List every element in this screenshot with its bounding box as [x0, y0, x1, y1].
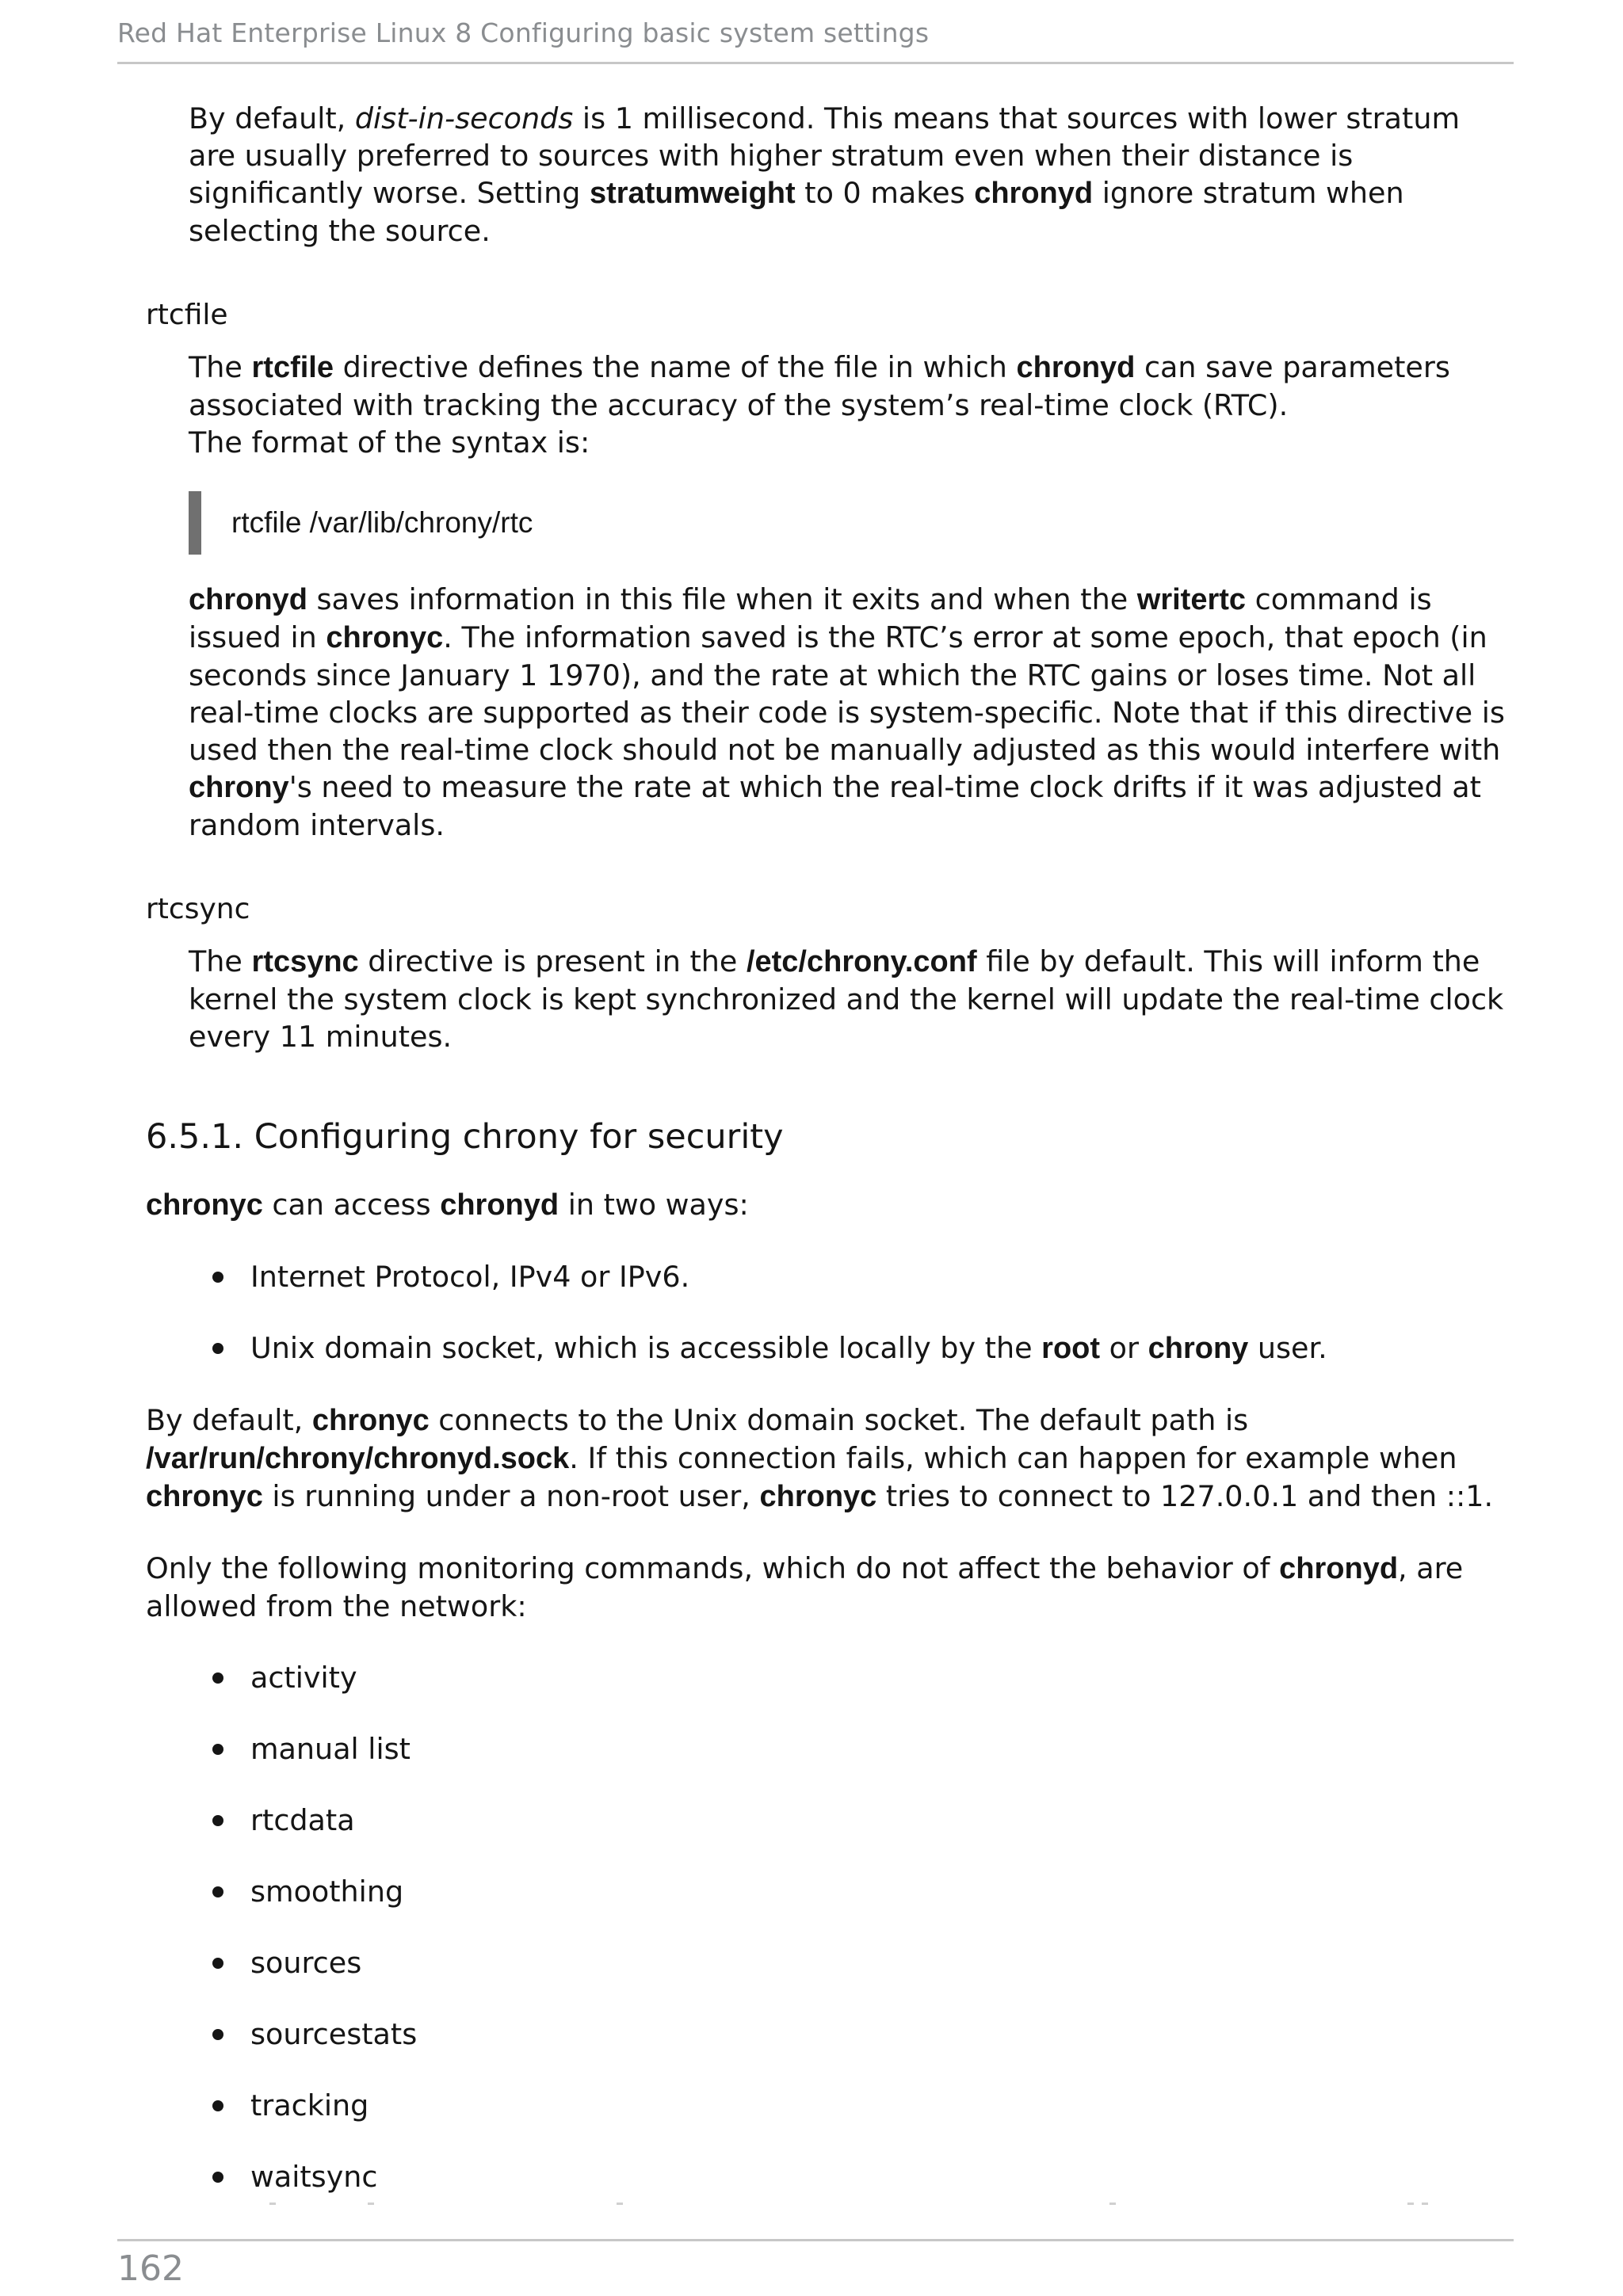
- bold-chronyc: chronyc: [759, 1480, 877, 1513]
- list-item-text: waitsync: [250, 2160, 378, 2194]
- bullet-icon: [212, 1272, 223, 1283]
- text-run: The: [189, 944, 252, 978]
- bold-chronyd: chronyd: [1016, 351, 1136, 384]
- text-run: connects to the Unix domain socket. The default path is: [429, 1403, 1249, 1437]
- bullet-icon: [212, 1958, 223, 1969]
- text-run: is running under a non-root user,: [262, 1479, 760, 1513]
- rtcsync-description: [189, 943, 1514, 1055]
- text-run: . If this connection fails, which can happen for example when: [569, 1441, 1457, 1475]
- bold-chronyd: chronyd: [974, 177, 1094, 210]
- text-run: Unix domain socket, which is accessible locally by the: [250, 1331, 1042, 1365]
- bold-stratumweight: stratumweight: [589, 177, 796, 210]
- bullet-icon: [212, 1672, 223, 1684]
- access-methods-list: [146, 1258, 1514, 1367]
- text-run: . The information saved is the RTC’s error at some epoch, that epoch (in seconds since January 1 1970), and the rate at which the RTC gains or loses time. Not all real-time clocks are supported as their code is system-specific. Note that if this directive is used then the real-time clock should not be manually adjusted as this would interfere with: [189, 620, 1505, 767]
- bold-chronyc: chronyc: [146, 1188, 263, 1222]
- bold-chronyd: chronyd: [440, 1188, 559, 1222]
- list-item: [146, 1802, 1514, 1839]
- bold-chronyc: chronyc: [326, 621, 444, 654]
- text-run: Only the following monitoring commands, which do not affect the behavior of: [146, 1551, 1280, 1585]
- bullet-icon: [212, 2029, 223, 2040]
- section-intro: [146, 1186, 1514, 1224]
- monitoring-commands-intro: [146, 1550, 1514, 1625]
- text-run: user.: [1248, 1331, 1327, 1365]
- text-run: 's need to measure the rate at which the real-time clock drifts if it was adjusted at random intervals.: [189, 770, 1481, 842]
- text-run: in two ways:: [559, 1188, 749, 1222]
- page-content: [117, 100, 1514, 2195]
- rtcfile-syntax-intro: The format of the syntax is:: [189, 425, 590, 460]
- list-item: [146, 1258, 1514, 1295]
- bold-chronyc: chronyc: [311, 1404, 430, 1437]
- header-divider: [117, 62, 1514, 64]
- text-run: to 0 makes: [795, 176, 975, 210]
- bold-chrony-conf-path: /etc/chrony.conf: [746, 945, 977, 978]
- rtcfile-description: [189, 349, 1514, 424]
- bold-chronyd: chronyd: [1279, 1552, 1399, 1585]
- cut-off-text-artifact: [117, 2198, 1514, 2207]
- bullet-icon: [212, 2172, 223, 2183]
- text-run: , are allowed from the network:: [146, 1551, 1464, 1623]
- code-block-rtcfile: [189, 491, 1514, 555]
- list-item: [146, 1730, 1514, 1768]
- running-header: Red Hat Enterprise Linux 8 Configuring basic system settings: [117, 17, 930, 48]
- list-item: [146, 2016, 1514, 2053]
- rtcfile-explanation: [189, 581, 1514, 844]
- list-item: [146, 1873, 1514, 1910]
- text-run: file by default. This will inform the kernel the system clock is kept synchronized and the kernel will update the real-time clock every 11 minutes.: [189, 944, 1504, 1054]
- bullet-icon: [212, 1886, 223, 1897]
- text-run: By default,: [189, 101, 355, 135]
- text-run: command is issued in: [189, 582, 1432, 654]
- emphasis-dist-in-seconds: dist-in-seconds: [354, 101, 574, 135]
- list-item-text: smoothing: [250, 1875, 404, 1909]
- text-run: The: [189, 350, 252, 384]
- bold-chrony: chrony: [189, 771, 289, 804]
- list-item-text: rtcdata: [250, 1803, 355, 1837]
- stratumweight-description: [189, 100, 1514, 250]
- list-item: [146, 1659, 1514, 1696]
- bold-root: root: [1041, 1332, 1101, 1365]
- default-connection-paragraph: [146, 1402, 1514, 1516]
- list-item: [146, 2158, 1514, 2195]
- bold-chrony: chrony: [1148, 1332, 1249, 1365]
- list-item-text: sources: [250, 1946, 362, 1980]
- list-item-text: sourcestats: [250, 2017, 418, 2051]
- list-item: [146, 1329, 1514, 1367]
- text-run: tries to connect to 127.0.0.1 and then ::1.: [876, 1479, 1494, 1513]
- text-run: is 1 millisecond. This means that sources with lower stratum are usually preferred to sources with higher stratum even when their distance is significantly worse. Setting: [189, 101, 1461, 210]
- list-item-text: manual list: [250, 1732, 411, 1766]
- page-number: 162: [117, 2248, 184, 2289]
- bullet-icon: [212, 2100, 223, 2111]
- bold-socket-path: /var/run/chrony/chronyd.sock: [146, 1442, 570, 1475]
- term-rtcfile: rtcfile: [146, 299, 228, 331]
- bold-chronyd: chronyd: [189, 583, 307, 616]
- bold-writertc: writertc: [1136, 583, 1247, 616]
- text-run: or: [1100, 1331, 1148, 1365]
- list-item-text: activity: [250, 1661, 357, 1695]
- bullet-icon: [212, 1343, 223, 1354]
- text-run: By default,: [146, 1403, 312, 1437]
- list-item-text: tracking: [250, 2088, 369, 2122]
- bullet-icon: [212, 1744, 223, 1755]
- text-run: saves information in this file when it exits and when the: [307, 582, 1137, 616]
- code-text: rtcfile /var/lib/chrony/rtc: [231, 506, 533, 539]
- text-run: directive defines the name of the file in which: [333, 350, 1017, 384]
- text-run: can save parameters associated with tracking the accuracy of the system’s real-time clock (RTC).: [189, 350, 1450, 422]
- document-page: [117, 0, 1514, 2296]
- list-item: [146, 1944, 1514, 1981]
- text-run: can access: [262, 1188, 441, 1222]
- list-item: [146, 2087, 1514, 2124]
- section-heading: 6.5.1. Configuring chrony for security: [146, 1117, 784, 1157]
- bold-chronyc: chronyc: [146, 1480, 263, 1513]
- monitoring-commands-list: [146, 1659, 1514, 2195]
- list-item-text: Internet Protocol, IPv4 or IPv6.: [250, 1260, 690, 1294]
- footer-divider: [117, 2239, 1514, 2241]
- bold-rtcsync: rtcsync: [251, 945, 359, 978]
- bold-rtcfile: rtcfile: [251, 351, 334, 384]
- term-rtcsync: rtcsync: [146, 893, 250, 925]
- text-run: ignore stratum when selecting the source.: [189, 176, 1404, 248]
- text-run: directive is present in the: [358, 944, 747, 978]
- bullet-icon: [212, 1815, 223, 1826]
